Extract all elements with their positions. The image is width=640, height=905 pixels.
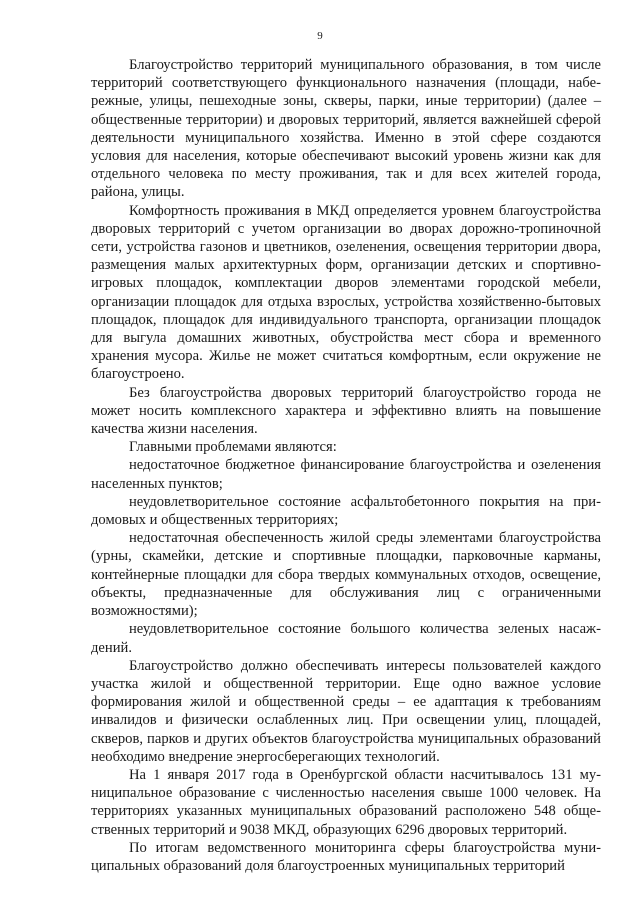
paragraph-landscaping-definition: Благоустройство территорий муниципального образования, в том числе территорий соответствующего функционального назначения (площади, набережные, улицы, пешеходные зоны, скверы, парки, иные территории) (далее – общественные территории) и дворовых территорий, является важнейшей сферой деятельности муниципального хозяйства. Именно в этой сфере создаются условия для населения, которые обеспечивают высокий уровень жизни как для отдельного человека по месту проживания, так и для всех жителей города, района, улицы. bbox=[91, 57, 601, 201]
list-item-insufficient-elements: недостаточная обеспеченность жилой среды элементами благоустройства (урны, скамейки, детские и спортивные площадки, парковочные карманы, контейнерные площадки для сбора твердых коммунальных отходов, освещение, объекты, предназначенные для обслуживания лиц с ограниченными возможностями); bbox=[91, 530, 601, 620]
list-item-insufficient-funding: недостаточное бюджетное финансирование благоустройства и озеленения населенных пунктов; bbox=[91, 457, 601, 492]
paragraph-monitoring-results: По итогам ведомственного мониторинга сферы благоустройства муниципальных образований доля благоустроенных муниципальных территорий bbox=[91, 839, 601, 874]
body-text bbox=[91, 56, 601, 875]
paragraph-statistics-2017: На 1 января 2017 года в Оренбургской области насчитывалось 131 муниципальное образование с численностью населения свыше 1000 человек. На территориях указанных муниципальных образований расположено 548 общественных территорий и 9038 МКД, образующих 6296 дворовых территорий. bbox=[91, 766, 601, 838]
list-item-green-spaces: неудовлетворительное состояние большого количества зеленых насаждений. bbox=[91, 621, 601, 656]
list-item-asphalt-condition: неудовлетворительное состояние асфальтобетонного покрытия на придомовых и общественных территориях; bbox=[91, 493, 601, 529]
paragraph-complex-character: Без благоустройства дворовых территорий благоустройство города не может носить комплексного характера и эффективно влиять на повышение качества жизни населения. bbox=[91, 384, 601, 438]
paragraph-user-interests: Благоустройство должно обеспечивать интересы пользователей каждого участка жилой и общественной территории. Еще одно важное условие формирования жилой и общественной среды – ее адаптация к требованиям инвалидов и физически ослабленных лиц. При освещении улиц, площадей, скверов, парков и других объектов благоустройства муниципальных образований необходимо внедрение энергосберегающих технологий. bbox=[91, 657, 601, 765]
page-number: 9 bbox=[317, 30, 323, 42]
paragraph-living-comfort: Комфортность проживания в МКД определяется уровнем благоустройства дворовых территорий с учетом организации во дворах дорожно-тропиночной сети, устройства газонов и цветников, озеленения, освещения территории двора, размещения малых архитектурных форм, организации детских и спортивно-игровых площадок, комплектации дворов элементами городской мебели, организации площадок для отдыха взрослых, устройства хозяйственно-бытовых площадок, площадок для индивидуального транспорта, организации площадок для выгула домашних животных, обустройства мест сбора и временного хранения мусора. Жилье не может считаться комфортным, если окружение не благоустроено. bbox=[91, 202, 601, 383]
paragraph-main-problems-heading: Главными проблемами являются: bbox=[129, 439, 337, 456]
